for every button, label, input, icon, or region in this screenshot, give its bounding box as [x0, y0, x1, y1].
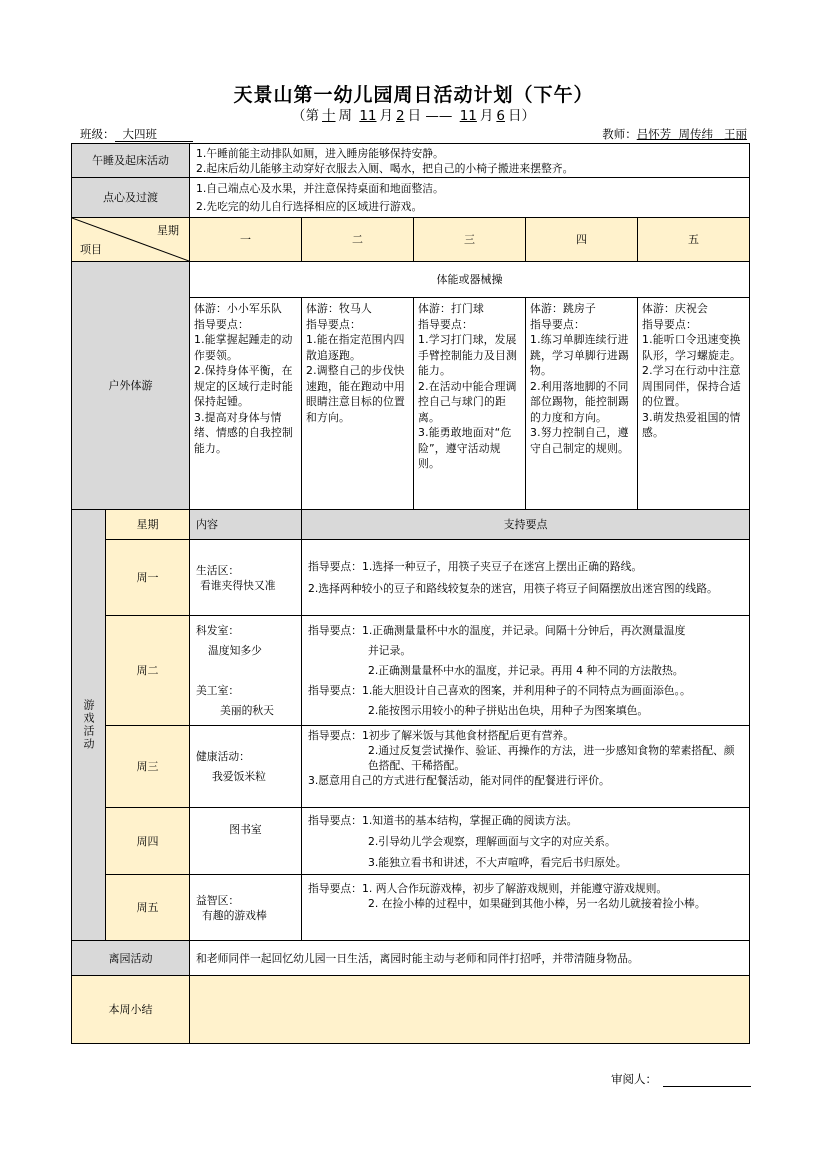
outdoor-guide: 指导要点：: [194, 317, 249, 331]
snack-label: 点心及过渡: [72, 178, 190, 218]
outdoor-point: 3.提高对身体与情绪、情感的自我控制能力。: [194, 410, 293, 455]
outdoor-title: 体游：打门球: [418, 302, 484, 315]
nap-content: [190, 144, 750, 178]
games-content: [190, 540, 302, 616]
day-header: 五: [638, 218, 750, 262]
day-header-row: [72, 218, 750, 262]
games-activity: 有趣的游戏棒: [202, 908, 267, 922]
outdoor-point: 2.学习在行动中注意周围同伴，保持合适的位置。: [642, 364, 741, 408]
outdoor-point: 2.利用落地脚的不同部位踢物，能控制踢的力度和方向。: [530, 379, 629, 424]
page-title: 天景山第一幼儿园周日活动计划（下午）: [233, 84, 594, 106]
week-prefix: （第: [292, 108, 320, 124]
games-activity: 美丽的秋天: [220, 703, 274, 717]
end-day: 6: [496, 108, 505, 124]
support-line: 指导要点：1.正确测量量杯中水的温度，并记录。间隔十分钟后，再次测量温度: [308, 623, 686, 637]
class-value: 大四班: [115, 128, 193, 142]
summary-content[interactable]: [190, 976, 750, 1044]
nap-line: 2.起床后幼儿能够主动穿好衣服去入厕、喝水，把自己的小椅子搬进来摆整齐。: [196, 161, 574, 175]
teacher-label: 教师：: [602, 127, 637, 141]
games-day: 周一: [106, 540, 190, 616]
outdoor-point: 1.能掌握起踵走的动作要领。: [194, 333, 293, 362]
outdoor-point: 3.努力控制自己，遵守自己制定的规则。: [530, 426, 629, 455]
games-day: 周三: [106, 726, 190, 808]
games-area: 科发室：: [196, 623, 240, 637]
games-col-content: 内容: [190, 510, 302, 540]
games-support: [302, 726, 750, 808]
outdoor-col-tue: [302, 298, 414, 510]
games-content: 图书室: [190, 808, 302, 875]
outdoor-guide: 指导要点：: [530, 317, 585, 331]
summary-row: [72, 976, 750, 1044]
start-month-label: 月: [379, 108, 393, 124]
games-area: 益智区：: [196, 893, 240, 907]
reviewer-signature-blank[interactable]: [663, 1074, 751, 1087]
games-day: 周四: [106, 808, 190, 875]
games-area: 生活区：: [196, 563, 240, 577]
games-col-day: 星期: [106, 510, 190, 540]
outdoor-point: 1.练习单脚连续行进跳，学习单脚行进踢物。: [530, 333, 629, 377]
games-row-wed: [72, 726, 750, 808]
outdoor-banner: 体能或器械操: [190, 262, 750, 298]
games-activity: 我爱饭米粒: [212, 769, 266, 783]
games-day: 周五: [106, 875, 190, 941]
outdoor-guide: 指导要点：: [418, 317, 473, 331]
games-content: [190, 616, 302, 726]
support-line: 2.通过反复尝试操作、验证、再操作的方法，进一步感知食物的荤素搭配、颜色搭配、干稀搭配。: [368, 744, 735, 772]
day-header: 一: [190, 218, 302, 262]
games-label: [72, 510, 106, 941]
snack-content: [190, 178, 750, 218]
date-separator: ——: [425, 108, 453, 124]
outdoor-col-thu: [526, 298, 638, 510]
leave-row: [72, 941, 750, 976]
games-support: [302, 875, 750, 941]
support-line: 指导要点：1初步了解米饭与其他食材搭配后更有营养。: [308, 729, 574, 742]
corner-weekday-label: 星期: [157, 224, 179, 237]
games-area: 健康活动：: [196, 749, 250, 763]
games-activity: 温度知多少: [208, 643, 262, 657]
games-area: 美工室：: [196, 683, 240, 697]
leave-content: 和老师同伴一起回忆幼儿园一日生活，离园时能主动与老师和同伴打招呼，并带清随身物品。: [190, 941, 750, 976]
outdoor-banner-row: [72, 262, 750, 298]
outdoor-point: 2.在活动中能合理调控自己与球门的距离。: [418, 379, 517, 424]
outdoor-title: 体游：牧马人: [306, 302, 372, 315]
games-support: [302, 540, 750, 616]
support-line: 并记录。: [368, 643, 412, 657]
end-month-label: 月: [479, 108, 494, 124]
games-content: [190, 875, 302, 941]
outdoor-point: 2.调整自己的步伐快速跑，能在跑动中用眼睛注意目标的位置和方向。: [306, 364, 405, 424]
start-day-label: 日: [407, 108, 422, 124]
support-line: 指导要点：1.知道书的基本结构，掌握正确的阅读方法。: [308, 813, 578, 827]
outdoor-point: 1.学习打门球，发展手臂控制能力及目测能力。: [418, 333, 517, 377]
week-label: 周: [338, 108, 353, 124]
games-support: [302, 808, 750, 875]
support-line: 2.正确测量量杯中水的温度，并记录。再用 4 种不同的方法散热。: [368, 663, 684, 677]
outdoor-point: 1.能听口令迅速变换队形，学习螺旋走。: [642, 333, 741, 362]
outdoor-guide: 指导要点：: [306, 317, 361, 331]
games-content: [190, 726, 302, 808]
outdoor-guide: 指导要点：: [642, 317, 697, 331]
support-line: 指导要点：1.选择一种豆子，用筷子夹豆子在迷宫上摆出正确的路线。: [308, 559, 643, 573]
support-line: 指导要点：1. 两人合作玩游戏棒，初步了解游戏规则，并能遵守游戏规则。: [308, 882, 668, 895]
games-row-tue: [72, 616, 750, 726]
support-line: 2.选择两种较小的豆子和路线较复杂的迷宫，用筷子将豆子间隔摆放出迷宫图的线路。: [308, 581, 718, 595]
summary-label: 本周小结: [72, 976, 190, 1044]
outdoor-col-wed: [414, 298, 526, 510]
outdoor-point: 2.保持身体平衡，在规定的区域行走时能保持起锺。: [194, 364, 293, 408]
games-activity: 看谁夹得快又准: [200, 578, 276, 592]
nap-line: 1.午睡前能主动排队如厕，进入睡房能够保持安静。: [196, 146, 444, 160]
games-col-support: 支持要点: [302, 510, 750, 540]
snack-line: 1.自己端点心及水果，并注意保持桌面和地面整洁。: [196, 181, 444, 195]
nap-row: [72, 144, 750, 178]
leave-label: 离园活动: [72, 941, 190, 976]
outdoor-label: 户外体游: [72, 262, 190, 510]
support-line: 2.引导幼儿学会观察，理解画面与文字的对应关系。: [368, 834, 616, 848]
support-line: 3.能独立看书和讲述，不大声喧哗，看完后书归原处。: [368, 855, 627, 869]
teacher-value: 吕怀芳 周传纬 王丽: [636, 127, 747, 141]
end-day-label: 日）: [507, 108, 535, 124]
nap-label: 午睡及起床活动: [72, 144, 190, 178]
teacher-line: [602, 126, 747, 142]
games-support: [302, 616, 750, 726]
end-month: 11: [459, 108, 477, 124]
week-number: 十: [322, 108, 336, 124]
outdoor-title: 体游：庆祝会: [642, 302, 708, 315]
games-header-row: [72, 510, 750, 540]
games-row-fri: [72, 875, 750, 941]
corner-item-label: 项目: [80, 243, 102, 256]
day-header: 三: [414, 218, 526, 262]
reviewer-label: 审阅人：: [611, 1072, 657, 1086]
games-row-thu: [72, 808, 750, 875]
start-month: 11: [359, 108, 377, 124]
corner-cell: [72, 218, 190, 262]
day-header: 四: [526, 218, 638, 262]
class-line: [80, 126, 193, 142]
date-range: [0, 104, 827, 124]
outdoor-point: 1.能在指定范围内四散追逐跑。: [306, 333, 405, 362]
games-day: 周二: [106, 616, 190, 726]
games-label-text: 游戏活动: [82, 699, 95, 751]
outdoor-title: 体游：小小军乐队: [194, 302, 282, 315]
outdoor-point: 3.能勇敢地面对“危险”，遵守活动规则。: [418, 426, 512, 470]
outdoor-col-fri: [638, 298, 750, 510]
outdoor-title: 体游：跳房子: [530, 302, 596, 315]
day-header: 二: [302, 218, 414, 262]
start-day: 2: [396, 108, 405, 124]
class-label: 班级：: [80, 127, 115, 141]
outdoor-col-mon: [190, 298, 302, 510]
snack-row: [72, 178, 750, 218]
games-row-mon: [72, 540, 750, 616]
plan-table: [71, 143, 750, 1044]
support-line: 指导要点：1.能大胆设计自己喜欢的图案，并利用种子的不同特点为画面添色。。: [308, 683, 691, 697]
outdoor-point: 3.萌发热爱祖国的情感。: [642, 410, 741, 439]
snack-line: 2.先吃完的幼儿自行选择相应的区域进行游戏。: [196, 199, 423, 213]
support-line: 3.愿意用自己的方式进行配餐活动，能对同伴的配餐进行评价。: [308, 774, 610, 787]
support-line: 2.能按图示用较小的种子拼贴出色块，用种子为图案填色。: [368, 703, 649, 717]
support-line: 2. 在捡小棒的过程中，如果碰到其他小棒，另一名幼儿就接着捡小棒。: [368, 897, 706, 910]
reviewer-line: [611, 1071, 751, 1087]
